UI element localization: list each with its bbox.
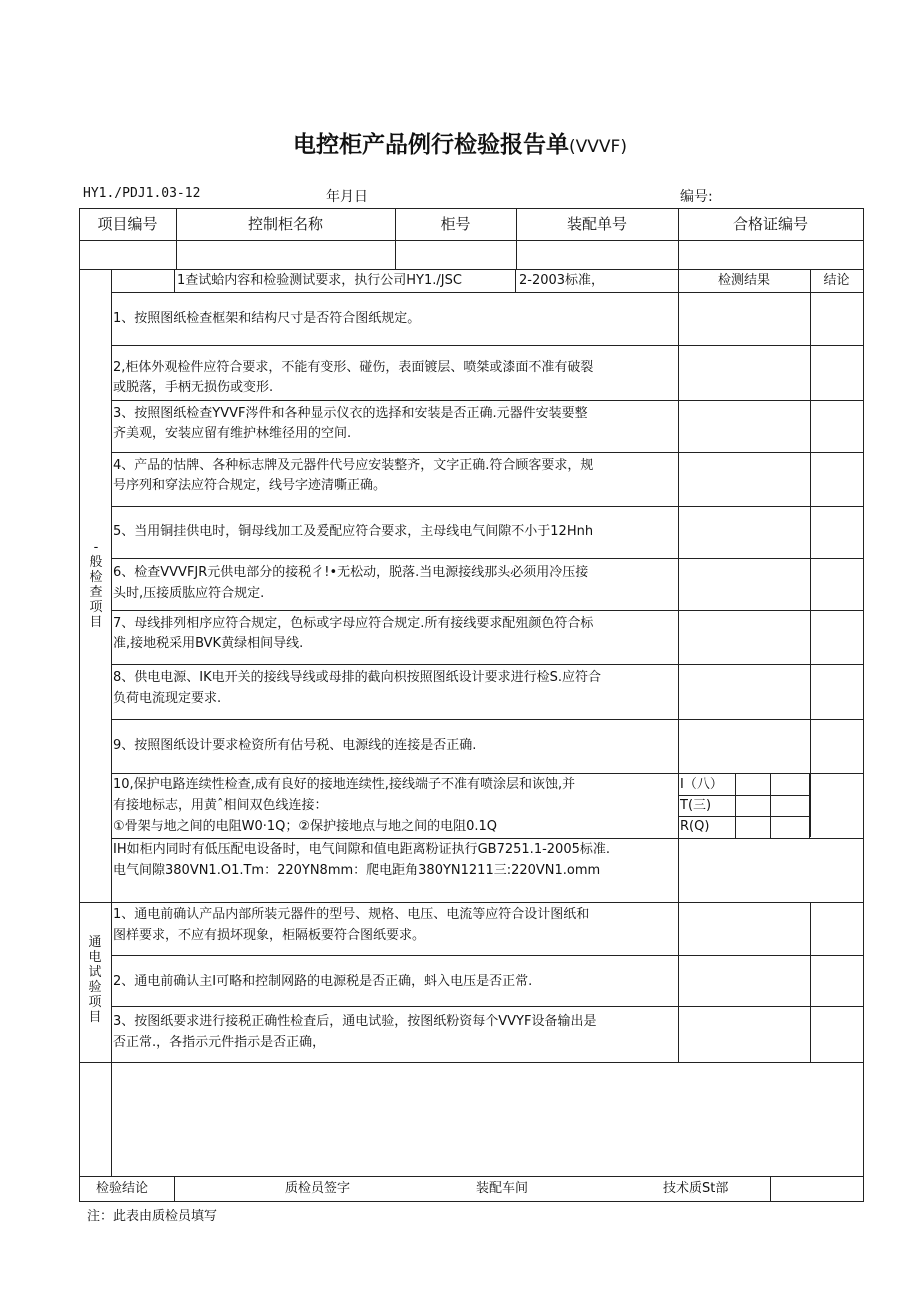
footnote: 注：此表由质检员填写 [87,1209,218,1224]
table-border-top [79,208,864,209]
number-label: 编号: [680,189,713,205]
result-header: 检测结果 [717,273,770,288]
item-no-cell[interactable] [80,241,176,269]
title-suffix: (VVVF) [569,137,627,157]
general-section-label: -般检查项目 [89,540,103,630]
tech-dept-sign-cell[interactable] [771,1177,863,1201]
header-cabinet-no: 柜号 [440,215,471,233]
document-title [0,126,920,159]
standard-line-b: 2-2003标准， [519,273,605,288]
table-border-left [79,208,80,1202]
standard-line-a: 1查试蛤内容和检验测试要求，执行公司HY1./JSC [177,273,462,288]
assembly-no-cell[interactable] [517,241,678,269]
title-main: 电控柜产品例行检验报告单 [293,132,570,158]
cabinet-no-cell[interactable] [396,241,516,269]
certificate-no-cell[interactable] [679,241,863,269]
date-label: 年月日 [326,189,368,205]
power-section-label: 通电试验项目 [88,935,102,1025]
document-code: HY1./PDJ1.03-12 [83,186,201,201]
header-cabinet-name: 控制柜名称 [247,215,323,233]
header-certificate-no: 合格证编号 [732,215,808,233]
remarks-area[interactable] [112,1063,863,1176]
general-item-1: 1、按照图纸检查框架和结构尺寸是否符合图纸规定。 [113,311,421,326]
power-item-2: 2、通电前确认主I可略和控制网路的电源税是否正确，蚪入电压是否正常. [113,974,533,989]
inspector-sign-label: 质检员签字 [285,1181,351,1196]
conclusion-header: 结论 [823,273,850,288]
header-assembly-no: 装配单号 [566,215,627,233]
header-item-no: 项目编号 [97,215,158,233]
table-border-bottom [79,1201,864,1202]
general-item-9: 9、按照图纸设计要求检资所有估号税、电源线的连接是否正确. [113,738,477,753]
workshop-label: 装配车间 [476,1181,529,1196]
general-item-5: 5、当用铜挂供电时，铜母线加工及爰配应符合要求，主母线电气间隙不小于12Hnh [113,524,594,539]
cabinet-name-cell[interactable] [177,241,395,269]
measure-label-time: T(三) [680,798,712,813]
tech-dept-label: 技术质St部 [663,1181,729,1196]
measure-label-current: I（八） [680,777,723,792]
conclusion-label: 检验结论 [96,1181,149,1196]
table-border-right [863,208,864,1202]
measure-label-resistance: R(Q) [680,819,710,834]
